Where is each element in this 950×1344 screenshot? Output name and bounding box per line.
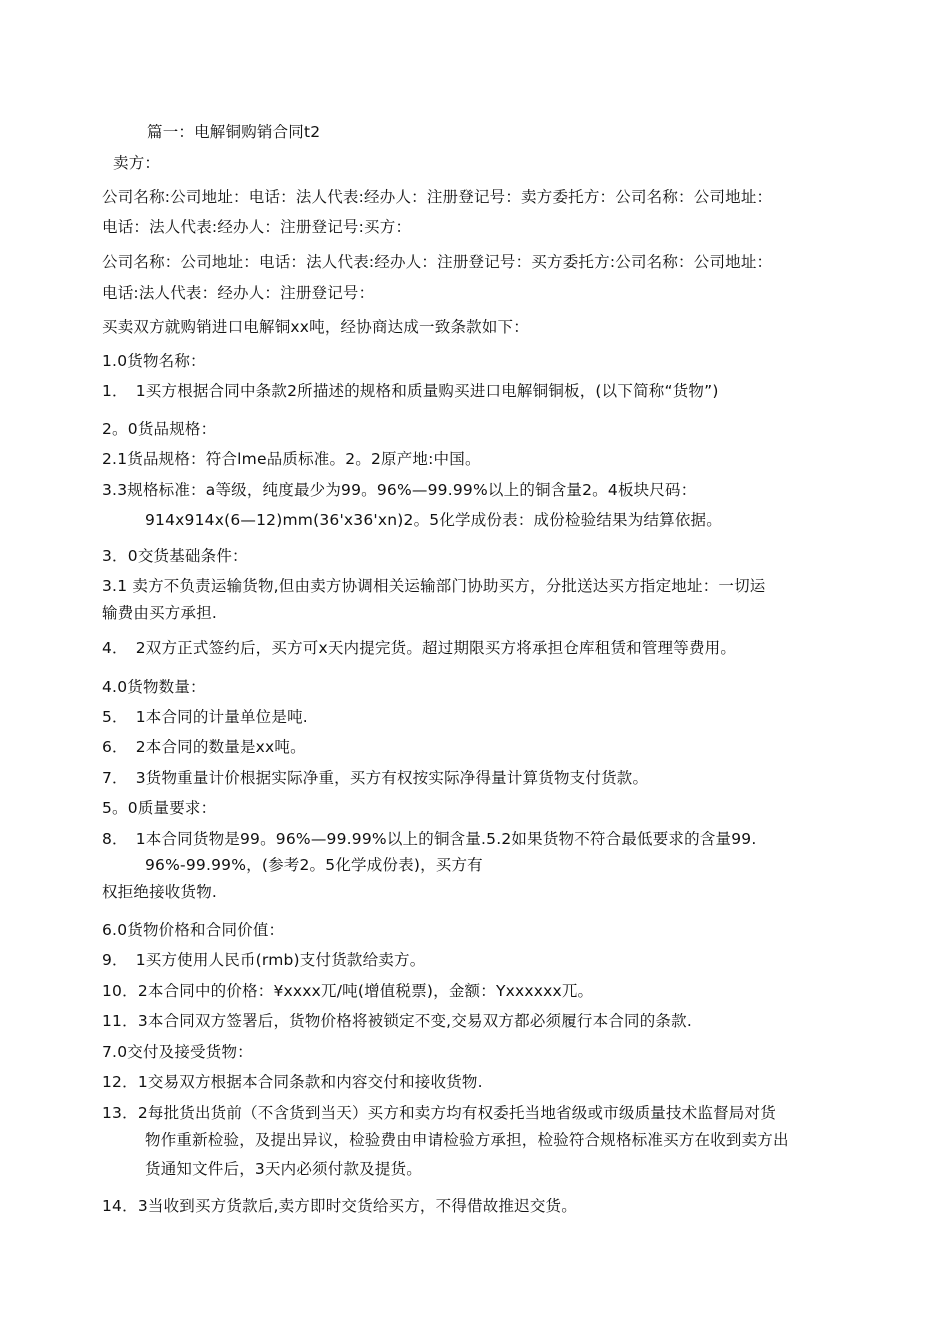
- party-line: 公司名称:公司地址：电话：法人代表:经办人：注册登记号：卖方委托方：公司名称：公司地址：: [102, 188, 773, 206]
- intro-paragraph: 买卖双方就购销进口电解铜xx吨，经协商达成一致条款如下：: [102, 318, 529, 336]
- section-heading: 5。0质量要求：: [102, 799, 217, 817]
- document-title: 篇一：电解铜购销合同t2: [147, 123, 321, 141]
- clause-continuation: 输费由买方承担.: [102, 604, 218, 622]
- section-heading: 7.0交付及接受货物：: [102, 1043, 253, 1061]
- party-line: 电话:法人代表：经办人：注册登记号：: [102, 284, 375, 302]
- clause-item: 11．3本合同双方签署后，货物价格将被锁定不变,交易双方都必须履行本合同的条款.: [102, 1012, 692, 1030]
- clause-item: 3.1 卖方不负责运输货物,但由卖方协调相关运输部门协助买方，分批送达买方指定地址：一切运: [102, 577, 766, 595]
- clause-item: 14．3当收到买方货款后,卖方即时交货给买方，不得借故推迟交货。: [102, 1197, 577, 1215]
- clause-item: 8． 1本合同货物是99。96%—99.99%以上的铜含量.5.2如果货物不符合最低要求的含量99.: [102, 830, 757, 848]
- section-heading: 4.0货物数量：: [102, 678, 206, 696]
- clause-item: 1． 1买方根据合同中条款2所描述的规格和质量购买进口电解铜铜板，(以下简称“货物”): [102, 382, 719, 400]
- clause-item: 5． 1本合同的计量单位是吨.: [102, 708, 308, 726]
- clause-item: 2.1货品规格：符合lme品质标准。2。2原产地:中国。: [102, 450, 481, 468]
- clause-item: 3.3规格标准：a等级，纯度最少为99。96%—99.99%以上的铜含量2。4板块尺码：: [102, 481, 697, 499]
- section-heading: 3．0交货基础条件：: [102, 547, 248, 565]
- section-heading: 2。0货品规格：: [102, 420, 217, 438]
- clause-item: 7． 3货物重量计价根据实际净重，买方有权按实际净得量计算货物支付货款。: [102, 769, 649, 787]
- section-heading: 6.0货物价格和合同价值：: [102, 921, 285, 939]
- clause-item: 9． 1买方使用人民币(rmb)支付货款给卖方。: [102, 951, 426, 969]
- clause-item: 10．2本合同中的价格：¥xxxx兀/吨(增值税票)，金额：Yxxxxxx兀。: [102, 982, 594, 1000]
- clause-continuation: 物作重新检验，及提出异议，检验费由申请检验方承担，检验符合规格标准买方在收到卖方出: [145, 1131, 789, 1149]
- party-line: 公司名称：公司地址：电话：法人代表:经办人：注册登记号：买方委托方:公司名称：公司地址：: [102, 253, 773, 271]
- clause-continuation: 914x914x(6—12)mm(36'x36'xn)2。5化学成份表：成份检验结果为结算依据。: [145, 511, 722, 529]
- seller-label: 卖方：: [113, 154, 161, 172]
- clause-item: 13．2每批货出货前（不含货到当天）买方和卖方均有权委托当地省级或市级质量技术监督局对货: [102, 1104, 776, 1122]
- section-heading: 1.0货物名称：: [102, 352, 206, 370]
- clause-item: 6． 2本合同的数量是xx吨。: [102, 738, 306, 756]
- clause-continuation: 货通知文件后，3天内必须付款及提货。: [145, 1160, 422, 1178]
- party-line: 电话：法人代表:经办人：注册登记号:买方：: [102, 218, 412, 236]
- clause-continuation: 权拒绝接收货物.: [102, 883, 218, 901]
- clause-item: 12．1交易双方根据本合同条款和内容交付和接收货物.: [102, 1073, 483, 1091]
- clause-item: 4． 2双方正式签约后，买方可x天内提完货。超过期限买方将承担仓库租赁和管理等费用。: [102, 639, 737, 657]
- clause-continuation: 96%-99.99%，(参考2。5化学成份表)，买方有: [145, 856, 483, 874]
